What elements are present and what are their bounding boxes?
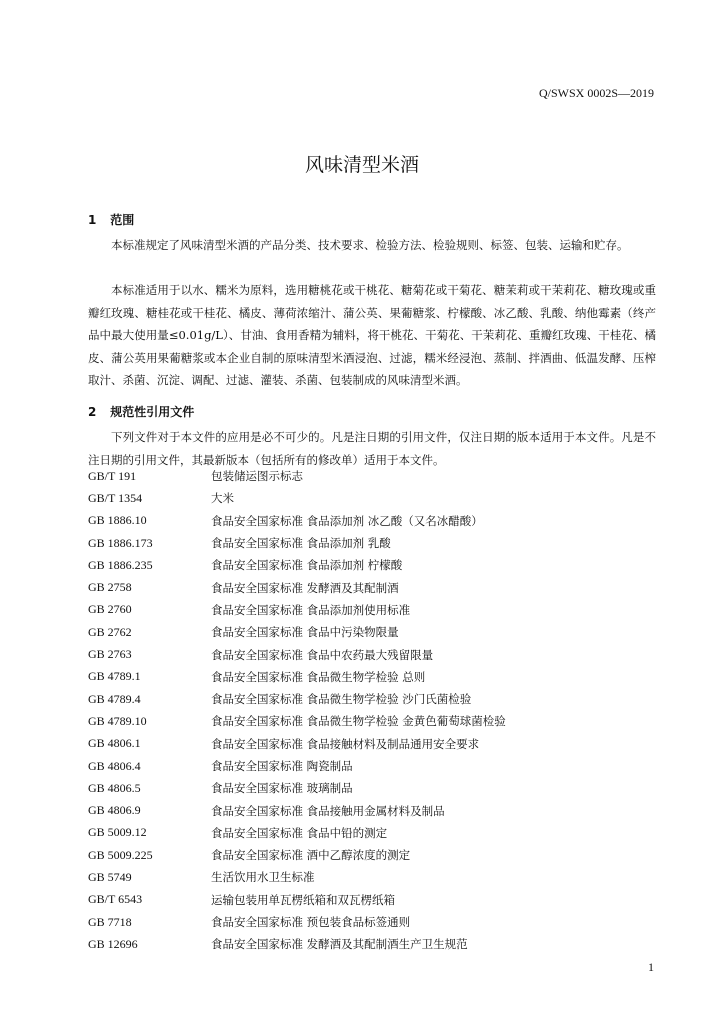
- section-number: 1: [88, 213, 97, 227]
- reference-row: [88, 755, 656, 777]
- reference-row: [88, 465, 656, 487]
- reference-row: [88, 688, 656, 710]
- reference-title: 食品安全国家标准 食品添加剂 乳酸: [211, 536, 391, 551]
- reference-title: 食品安全国家标准 陶瓷制品: [211, 759, 353, 773]
- reference-row: [88, 799, 656, 821]
- reference-title: 食品安全国家标准 食品微生物学检验 金黄色葡萄球菌检验: [211, 714, 506, 729]
- standard-code: Q/SWSX 0002S—2019: [538, 86, 654, 100]
- reference-title: 食品安全国家标准 发酵酒及其配制酒生产卫生规范: [211, 937, 468, 952]
- reference-code: GB 2760: [88, 602, 132, 617]
- reference-code: GB 4806.9: [88, 803, 141, 818]
- reference-row: [88, 666, 656, 688]
- reference-row: [88, 621, 656, 643]
- page-number: 1: [648, 960, 654, 974]
- reference-code: GB 2762: [88, 624, 132, 639]
- reference-title: 食品安全国家标准 食品微生物学检验 沙门氏菌检验: [211, 692, 472, 707]
- reference-row: [88, 733, 656, 755]
- section-number: 2: [88, 405, 97, 419]
- section-heading-scope: [88, 211, 134, 228]
- reference-code: GB 5009.12: [88, 825, 147, 840]
- reference-title: 食品安全国家标准 食品添加剂使用标准: [211, 602, 411, 617]
- reference-code: GB/T 1354: [88, 490, 143, 505]
- reference-row: [88, 933, 656, 955]
- reference-code: GB 4789.10: [88, 713, 147, 728]
- reference-title: 包装储运图示标志: [211, 469, 303, 484]
- section-title: 范围: [110, 213, 135, 227]
- reference-title: 运输包装用单瓦楞纸箱和双瓦楞纸箱: [211, 892, 395, 907]
- reference-title: 食品安全国家标准 食品中污染物限量: [211, 625, 399, 640]
- reference-title: 食品安全国家标准 发酵酒及其配制酒: [211, 580, 399, 595]
- reference-code: GB 1886.235: [88, 557, 153, 572]
- reference-code: GB 1886.10: [88, 513, 147, 528]
- reference-row: [88, 487, 656, 509]
- reference-code: GB 4806.4: [88, 758, 141, 773]
- reference-code: GB/T 191: [88, 468, 137, 483]
- reference-code: GB 2758: [88, 580, 132, 595]
- reference-row: [88, 822, 656, 844]
- reference-code: GB 5009.225: [88, 847, 153, 862]
- reference-title: 生活饮用水卫生标准: [211, 870, 315, 885]
- reference-title: 食品安全国家标准 食品添加剂 柠檬酸: [211, 558, 403, 573]
- reference-row: [88, 844, 656, 866]
- reference-list: [88, 465, 656, 956]
- reference-title: 食品安全国家标准 食品中铅的测定: [211, 825, 388, 840]
- reference-title: 食品安全国家标准 预包装食品标签通则: [211, 915, 411, 930]
- reference-row: [88, 866, 656, 888]
- scope-paragraph-1: 本标准规定了风味清型米酒的产品分类、技术要求、检验方法、检验规则、标签、包装、运输和贮存。: [111, 238, 629, 252]
- reference-title: 大米: [211, 491, 234, 506]
- reference-code: GB 4789.4: [88, 691, 141, 706]
- scope-paragraph-2: 本标准适用于以水、糯米为原料，选用糖桃花或干桃花、糖菊花或干菊花、糖茉莉或干茉莉花、糖玫瑰或重瓣红玫瑰、糖桂花或干桂花、橘皮、薄荷浓缩汁、蒲公英、果葡糖浆、柠檬酸、冰乙酸、乳酸、纳他霉素（终产品中最大使用量≤0.01g/L）、甘油、食用香精为辅料，将干桃花、干菊花、干茉莉花、重瓣红玫瑰、干桂花、橘皮、蒲公英用果葡糖浆或本企业自制的原味清型米酒浸泡、过滤，糯米经浸泡、蒸制、拌酒曲、低温发酵、压榨取汁、杀菌、沉淀、调配、过滤、灌装、杀菌、包装制成的风味清型米酒。: [88, 283, 656, 387]
- reference-code: GB 1886.173: [88, 535, 153, 550]
- references-intro-paragraph: 下列文件对于本文件的应用是必不可少的。凡是注日期的引用文件，仅注日期的版本适用于本文件。凡是不注日期的引用文件，其最新版本（包括所有的修改单）适用于本文件。: [88, 430, 656, 467]
- reference-row: [88, 710, 656, 732]
- reference-row: [88, 889, 656, 911]
- section-title: 规范性引用文件: [110, 405, 195, 419]
- reference-row: [88, 777, 656, 799]
- reference-row: [88, 599, 656, 621]
- reference-code: GB 5749: [88, 869, 132, 884]
- reference-row: [88, 532, 656, 554]
- reference-row: [88, 576, 656, 598]
- reference-row: [88, 510, 656, 532]
- section-heading-normative-references: [88, 403, 194, 420]
- reference-title: 食品安全国家标准 食品接触材料及制品通用安全要求: [211, 736, 480, 751]
- reference-row: [88, 911, 656, 933]
- reference-code: GB/T 6543: [88, 892, 143, 907]
- reference-row: [88, 554, 656, 576]
- reference-title: 食品安全国家标准 食品接触用金属材料及制品: [211, 803, 445, 818]
- reference-code: GB 4806.5: [88, 780, 141, 795]
- document-title: 风味清型米酒: [304, 154, 419, 176]
- reference-row: [88, 643, 656, 665]
- reference-code: GB 2763: [88, 647, 132, 662]
- reference-code: GB 7718: [88, 914, 132, 929]
- reference-title: 食品安全国家标准 食品添加剂 冰乙酸（又名冰醋酸）: [211, 513, 483, 528]
- reference-code: GB 4806.1: [88, 736, 141, 751]
- reference-title: 食品安全国家标准 酒中乙醇浓度的测定: [211, 848, 411, 863]
- reference-title: 食品安全国家标准 玻璃制品: [211, 781, 353, 796]
- reference-code: GB 4789.1: [88, 669, 141, 684]
- reference-title: 食品安全国家标准 食品微生物学检验 总则: [211, 669, 426, 684]
- reference-title: 食品安全国家标准 食品中农药最大残留限量: [211, 647, 434, 662]
- reference-code: GB 12696: [88, 936, 138, 951]
